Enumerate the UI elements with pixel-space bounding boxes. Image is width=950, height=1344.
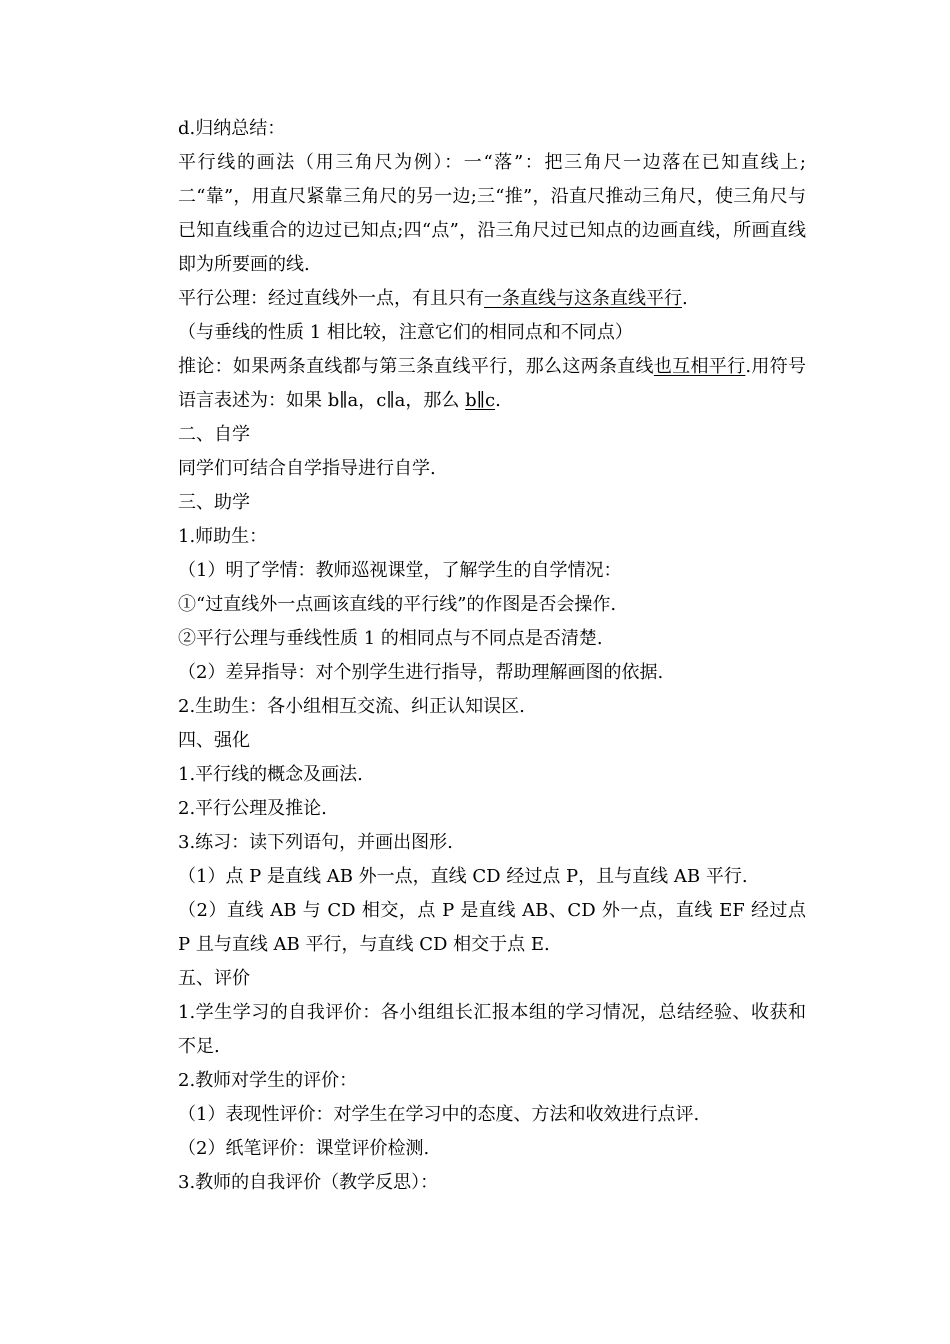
section-3-item-1-1-b: ②平行公理与垂线性质 1 的相同点与不同点是否清楚. — [178, 628, 603, 649]
section-3-item-1-1: （1）明了学情：教师巡视课堂，了解学生的自学情况： — [178, 560, 622, 581]
parallel-axiom — [146, 282, 806, 316]
axiom-prefix: 平行公理：经过直线外一点，有且只有 — [178, 288, 484, 309]
corollary-suffix: . — [495, 390, 501, 411]
section-3-item-1: 1.师助生： — [178, 526, 268, 547]
corollary-mid: .用符号语言表述为：如果 b∥a，c∥a，那么 — [178, 356, 807, 411]
section-2-title: 二、自学 — [178, 424, 250, 445]
compare-note: （与垂线的性质 1 相比较，注意它们的相同点和不同点） — [178, 322, 633, 343]
corollary-symbol: b∥c — [465, 390, 496, 411]
d-summary-title: d.归纳总结： — [178, 118, 286, 139]
section-2-text: 同学们可结合自学指导进行自学. — [178, 458, 436, 479]
section-4-item-1: 1.平行线的概念及画法. — [178, 764, 363, 785]
document-body — [146, 112, 806, 1200]
section-4-item-3: 3.练习：读下列语句，并画出图形. — [178, 832, 453, 853]
corollary — [146, 350, 806, 418]
section-5-item-3: 3.教师的自我评价（教学反思）： — [178, 1172, 439, 1193]
section-4-item-3-1: （1）点 P 是直线 AB 外一点，直线 CD 经过点 P，且与直线 AB 平行. — [178, 866, 748, 887]
corollary-prefix: 推论：如果两条直线都与第三条直线平行，那么这两条直线 — [178, 356, 654, 377]
section-4-item-3-2: （2）直线 AB 与 CD 相交，点 P 是直线 AB、CD 外一点，直线 EF 经过点 P 且与直线 AB 平行，与直线 CD 相交于点 E. — [178, 900, 806, 955]
axiom-underlined: 一条直线与这条直线平行 — [484, 288, 682, 309]
section-4-item-2: 2.平行公理及推论. — [178, 798, 327, 819]
corollary-underlined: 也互相平行 — [653, 356, 746, 377]
section-5-item-2: 2.教师对学生的评价： — [178, 1070, 358, 1091]
section-3-item-2: 2.生助生：各小组相互交流、纠正认知误区. — [178, 696, 525, 717]
section-3-title: 三、助学 — [178, 492, 250, 513]
axiom-suffix: . — [682, 288, 688, 309]
parallel-drawing-method: 平行线的画法（用三角尺为例）：一“落”：把三角尺一边落在已知直线上;二“靠”，用直尺紧靠三角尺的另一边;三“推”，沿直尺推动三角尺，使三角尺与已知直线重合的边过已知点;四“点”，沿三角尺过已知点的边画直线，所画直线即为所要画的线. — [178, 152, 806, 275]
section-3-item-1-2: （2）差异指导：对个别学生进行指导，帮助理解画图的依据. — [178, 662, 664, 683]
section-5-item-2-1: （1）表现性评价：对学生在学习中的态度、方法和收效进行点评. — [178, 1104, 700, 1125]
section-3-item-1-1-a: ①“过直线外一点画该直线的平行线”的作图是否会操作. — [178, 594, 617, 615]
section-5-title: 五、评价 — [178, 968, 250, 989]
section-5-item-2-2: （2）纸笔评价：课堂评价检测. — [178, 1138, 430, 1159]
section-4-title: 四、强化 — [178, 730, 250, 751]
section-5-item-1: 1.学生学习的自我评价：各小组组长汇报本组的学习情况，总结经验、收获和不足. — [178, 1002, 806, 1057]
